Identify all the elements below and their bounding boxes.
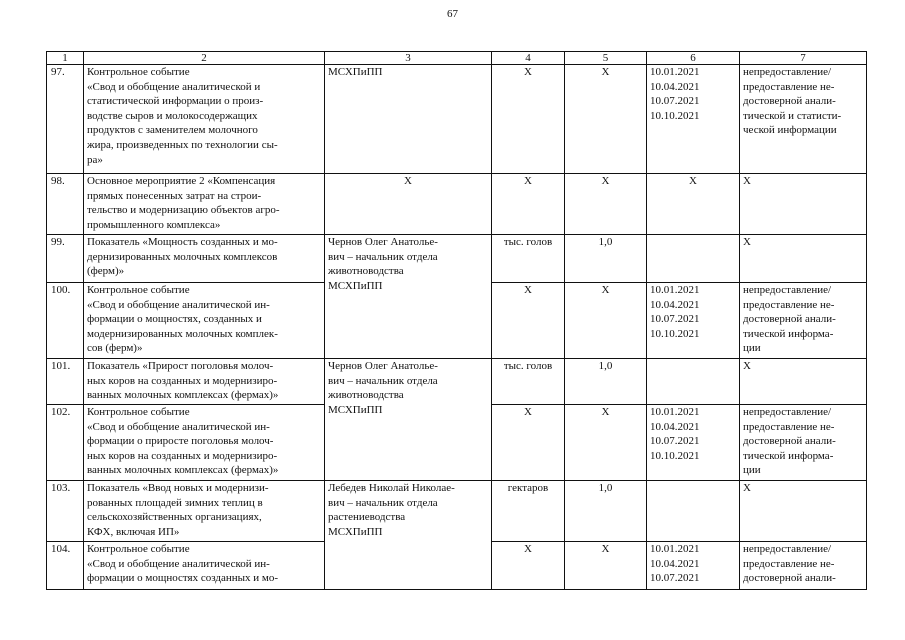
unit: гектаров — [492, 481, 565, 542]
cell-col4: Х — [492, 283, 565, 359]
page-number: 67 — [447, 8, 458, 20]
cell-col4: Х — [492, 405, 565, 481]
cell-col7: Х — [740, 359, 867, 405]
target-value: 1,0 — [565, 481, 647, 542]
row-number: 101. — [47, 359, 84, 405]
event-name: Контрольное событие «Свод и обобщение аналитической и статистической информации о произ- водстве сыров и молокосодержащих продуктов с заменителем молочного жира, произведенных по технологии сы- ра» — [84, 65, 325, 174]
table-row — [47, 235, 867, 283]
cell-col4: Х — [492, 542, 565, 590]
event-name: Контрольное событие «Свод и обобщение аналитической ин- формации о приросте поголовья молоч- ных коров на созданных и модернизиро- ванных молочных комплексах (фермах)» — [84, 405, 325, 481]
unit: тыс. голов — [492, 359, 565, 405]
responsible: Чернов Олег Анатолье- вич – начальник отдела животноводства МСХПиПП — [325, 359, 492, 481]
deadline-dates: 10.01.2021 10.04.2021 10.07.2021 10.10.2021 — [647, 65, 740, 174]
column-header: 5 — [565, 52, 647, 65]
deadline-dates: 10.01.2021 10.04.2021 10.07.2021 — [647, 542, 740, 590]
cell-col5: Х — [565, 283, 647, 359]
row-number: 104. — [47, 542, 84, 590]
row-number: 100. — [47, 283, 84, 359]
row-number: 103. — [47, 481, 84, 542]
table-row — [47, 65, 867, 174]
event-name: Показатель «Мощность созданных и мо- дернизированных молочных комплексов (ферм)» — [84, 235, 325, 283]
responsible: Лебедев Николай Николае- вич – начальник отдела растениеводства МСХПиПП — [325, 481, 492, 590]
unit: тыс. голов — [492, 235, 565, 283]
target-value: 1,0 — [565, 235, 647, 283]
column-header: 6 — [647, 52, 740, 65]
deadline-dates: 10.01.2021 10.04.2021 10.07.2021 10.10.2021 — [647, 283, 740, 359]
deadline-dates — [647, 235, 740, 283]
responsible: Чернов Олег Анатолье- вич – начальник отдела животноводства МСХПиПП — [325, 235, 492, 359]
event-name: Показатель «Ввод новых и модернизи- рованных площадей зимних теплиц в сельскохозяйственных организациях, КФХ, включая ИП» — [84, 481, 325, 542]
row-number: 97. — [47, 65, 84, 174]
row-number: 99. — [47, 235, 84, 283]
row-number: 98. — [47, 174, 84, 235]
event-name: Контрольное событие «Свод и обобщение аналитической ин- формации о мощностях, созданных и модернизированных молочных комплек- сов (ферм)» — [84, 283, 325, 359]
column-header: 2 — [84, 52, 325, 65]
event-name: Основное мероприятие 2 «Компенсация прямых понесенных затрат на строи- тельство и модернизацию объектов агро- промышленного комплекса» — [84, 174, 325, 235]
risk-description: непредоставление/ предоставление не- достоверной анали- — [740, 542, 867, 590]
responsible: МСХПиПП — [325, 65, 492, 174]
event-name: Показатель «Прирост поголовья молоч- ных коров на созданных и модернизиро- ванных молочных комплексах (фермах)» — [84, 359, 325, 405]
table-row — [47, 359, 867, 405]
deadline-dates — [647, 481, 740, 542]
cell-col5: Х — [565, 542, 647, 590]
table-row — [47, 481, 867, 542]
cell-col4: Х — [492, 174, 565, 235]
risk-description: непредоставление/ предоставление не- достоверной анали- тической информа- ции — [740, 405, 867, 481]
table-row — [47, 174, 867, 235]
risk-description: непредоставление/ предоставление не- достоверной анали- тической и статисти- ческой информации — [740, 65, 867, 174]
risk-description: непредоставление/ предоставление не- достоверной анали- тической информа- ции — [740, 283, 867, 359]
responsible: Х — [325, 174, 492, 235]
cell-col6: Х — [647, 174, 740, 235]
cell-col7: Х — [740, 481, 867, 542]
cell-col5: Х — [565, 65, 647, 174]
cell-col7: Х — [740, 235, 867, 283]
deadline-dates: 10.01.2021 10.04.2021 10.07.2021 10.10.2021 — [647, 405, 740, 481]
column-header: 3 — [325, 52, 492, 65]
cell-col7: Х — [740, 174, 867, 235]
row-number: 102. — [47, 405, 84, 481]
deadline-dates — [647, 359, 740, 405]
table-header-row — [47, 52, 867, 65]
event-name: Контрольное событие «Свод и обобщение аналитической ин- формации о мощностях созданных и мо- — [84, 542, 325, 590]
plan-table — [46, 51, 867, 590]
cell-col5: Х — [565, 405, 647, 481]
cell-col4: Х — [492, 65, 565, 174]
column-header: 1 — [47, 52, 84, 65]
cell-col5: Х — [565, 174, 647, 235]
column-header: 7 — [740, 52, 867, 65]
column-header: 4 — [492, 52, 565, 65]
target-value: 1,0 — [565, 359, 647, 405]
